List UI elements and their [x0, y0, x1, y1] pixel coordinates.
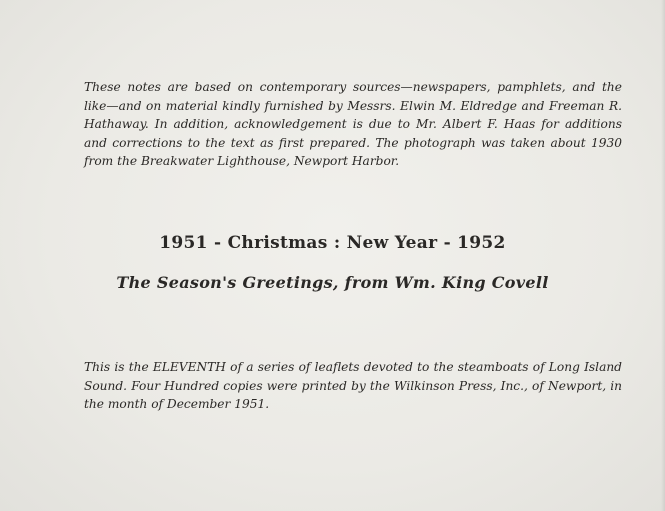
colophon-paragraph: This is the ELEVENTH of a series of leaflets devoted to the steamboats of Long Island Sound. Four Hundred copies were printed by the Wilkinson Press, Inc., of Newport, in the month of December 1951.	[84, 360, 622, 411]
notes-paragraph: These notes are based on contemporary sources—newspapers, pamphlets, and the like—and on material kindly furnished by Messrs. Elwin M. Eldredge and Freeman R. Hathaway. In addition, acknowledgement is due to Mr. Albert F. Haas for additions and corrections to the text as first prepared. The photograph was taken about 1930 from the Breakwater Lighthouse, Newport Harbor.	[84, 80, 622, 168]
page-edge-shadow	[661, 0, 665, 511]
greeting-message: The Season's Greetings, from Wm. King Covell	[116, 273, 549, 292]
greeting-years-line: 1951 - Christmas : New Year - 1952	[159, 233, 506, 253]
